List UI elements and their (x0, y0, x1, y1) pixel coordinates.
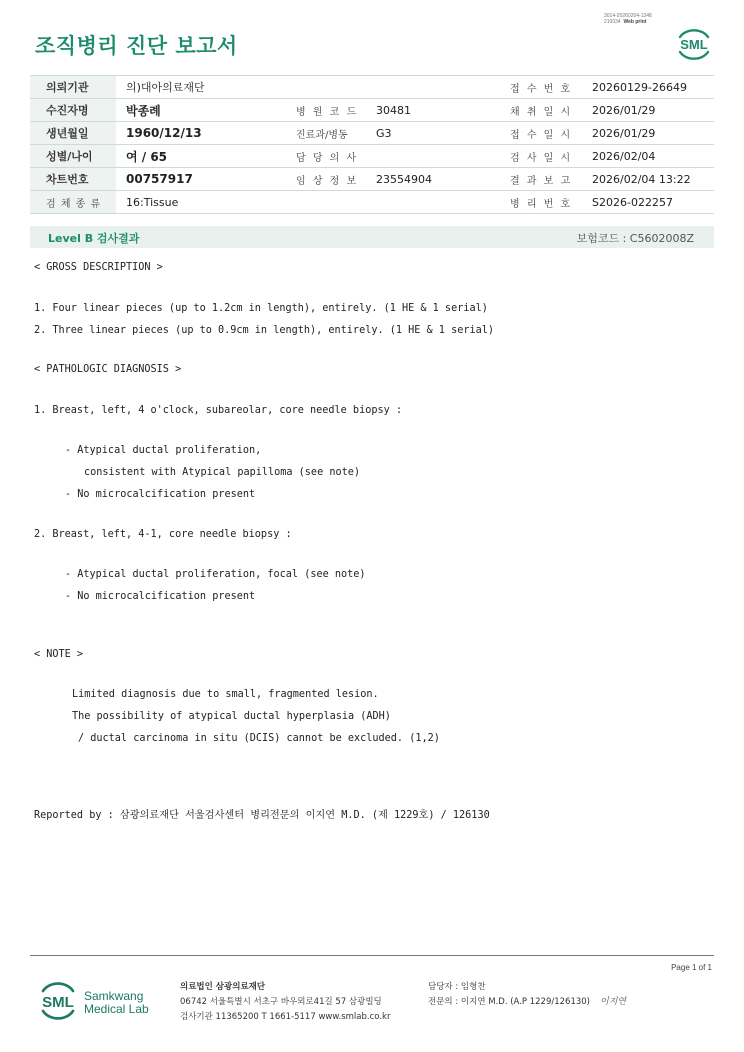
page-title: 조직병리 진단 보고서 (35, 34, 238, 58)
value-sex-age: 여 / 65 (116, 145, 282, 168)
sml-logo-text: SML (680, 37, 708, 52)
value-specimen-type: 16:Tissue (116, 191, 496, 214)
label-clinical-info: 임 상 정 보 (282, 168, 366, 191)
level-label: Level B 검사결과 (48, 232, 140, 245)
diagnosis-1-finding-1: - Atypical ductal proliferation, (65, 445, 262, 456)
pathologic-diagnosis-heading: < PATHOLOGIC DIAGNOSIS > (34, 364, 182, 375)
gross-description-heading: < GROSS DESCRIPTION > (34, 262, 163, 273)
value-test-date: 2026/02/04 (582, 145, 714, 168)
reported-by: Reported by : 삼광의료재단 서울검사센터 병리전문의 이지연 M.D. (제 1229호) / 126130 (34, 810, 490, 821)
footer-staff-info (428, 980, 626, 1010)
info-row (30, 168, 714, 191)
print-meta-label: Web print (623, 19, 647, 25)
label-chart-number: 차트번호 (30, 168, 116, 191)
specialist-name: 전문의 : 이지연 M.D. (A.P 1229/126130) (428, 997, 590, 1007)
diagnosis-2-finding-1: - Atypical ductal proliferation, focal (see note) (65, 569, 366, 580)
specialist-line (428, 995, 626, 1010)
label-patient-name: 수진자명 (30, 99, 116, 122)
print-meta-line1: 3014-20260204-1348 (604, 13, 652, 19)
insurance-code: 보험코드 : C5602008Z (576, 232, 694, 245)
gross-item-2: 2. Three linear pieces (up to 0.9cm in length), entirely. (1 HE & 1 serial) (34, 325, 495, 336)
patient-info-table (30, 75, 714, 214)
diagnosis-2-finding-2: - No microcalcification present (65, 591, 256, 602)
label-sex-age: 성별/나이 (30, 145, 116, 168)
sml-footer-logo-text: SML (42, 994, 74, 1011)
value-receipt-date: 2026/01/29 (582, 122, 714, 145)
print-meta-code: 210034 (604, 19, 621, 25)
info-row (30, 76, 714, 99)
print-meta-line2 (604, 19, 652, 25)
org-contact: 검사기관 11365200 T 1661-5117 www.smlab.co.kr (180, 1012, 391, 1022)
label-collection-date: 채 취 일 시 (496, 99, 582, 122)
note-line-2: The possibility of atypical ductal hyperplasia (ADH) (72, 711, 391, 722)
label-birth-date: 생년월일 (30, 122, 116, 145)
info-row (30, 99, 714, 122)
value-chart-number: 00757917 (116, 168, 282, 191)
label-attending-physician: 담 당 의 사 (282, 145, 366, 168)
org-name: 의료법인 삼광의료재단 (180, 982, 266, 992)
value-birth-date: 1960/12/13 (116, 122, 282, 145)
staff-in-charge: 담당자 : 임형찬 (428, 982, 486, 992)
value-patient-name: 박종례 (116, 99, 282, 122)
info-row (30, 122, 714, 145)
value-clinical-info: 23554904 (366, 168, 496, 191)
note-line-3: / ductal carcinoma in situ (DCIS) cannot be excluded. (1,2) (78, 733, 440, 744)
diagnosis-item-2: 2. Breast, left, 4-1, core needle biopsy : (34, 529, 292, 540)
label-requesting-institution: 의뢰기관 (30, 76, 116, 99)
footer-divider (30, 955, 714, 956)
label-department-ward: 진료과/병동 (282, 122, 366, 145)
diagnosis-1-finding-2: - No microcalcification present (65, 489, 256, 500)
value-accession-number: 20260129-26649 (582, 76, 714, 99)
note-line-1: Limited diagnosis due to small, fragmented lesion. (72, 689, 379, 700)
brand-name (84, 990, 149, 1016)
specialist-signature: 이지연 (600, 997, 627, 1007)
page-number: Page 1 of 1 (671, 963, 712, 972)
value-department-ward: G3 (366, 122, 496, 145)
label-pathology-number: 병 리 번 호 (496, 191, 582, 214)
label-test-date: 검 사 일 시 (496, 145, 582, 168)
value-collection-date: 2026/01/29 (582, 99, 714, 122)
sml-footer-logo-icon (36, 978, 80, 1024)
footer-org-info (180, 980, 390, 1025)
label-receipt-date: 접 수 일 시 (496, 122, 582, 145)
value-result-report: 2026/02/04 13:22 (582, 168, 714, 191)
label-specimen-type: 검 체 종 류 (30, 191, 116, 214)
diagnosis-1-finding-1-cont: consistent with Atypical papilloma (see note) (84, 467, 361, 478)
label-hospital-code: 병 원 코 드 (282, 99, 366, 122)
info-row (30, 145, 714, 168)
gross-item-1: 1. Four linear pieces (up to 1.2cm in length), entirely. (1 HE & 1 serial) (34, 303, 488, 314)
value-hospital-code: 30481 (366, 99, 496, 122)
label-accession-number: 접 수 번 호 (496, 76, 582, 99)
sml-logo-icon (674, 26, 714, 62)
value-requesting-institution: 의)대아의료재단 (116, 76, 496, 99)
org-address: 06742 서울특별시 서초구 바우뫼로41길 57 삼광빌딩 (180, 997, 382, 1007)
brand-line-1: Samkwang (84, 989, 144, 1003)
label-result-report: 결 과 보 고 (496, 168, 582, 191)
print-meta (604, 13, 652, 25)
level-result-bar (30, 226, 714, 248)
diagnosis-item-1: 1. Breast, left, 4 o'clock, subareolar, core needle biopsy : (34, 405, 403, 416)
value-pathology-number: S2026-022257 (582, 191, 714, 214)
brand-line-2: Medical Lab (84, 1002, 149, 1016)
note-heading: < NOTE > (34, 649, 84, 660)
value-attending-physician (366, 145, 496, 168)
info-row (30, 191, 714, 214)
